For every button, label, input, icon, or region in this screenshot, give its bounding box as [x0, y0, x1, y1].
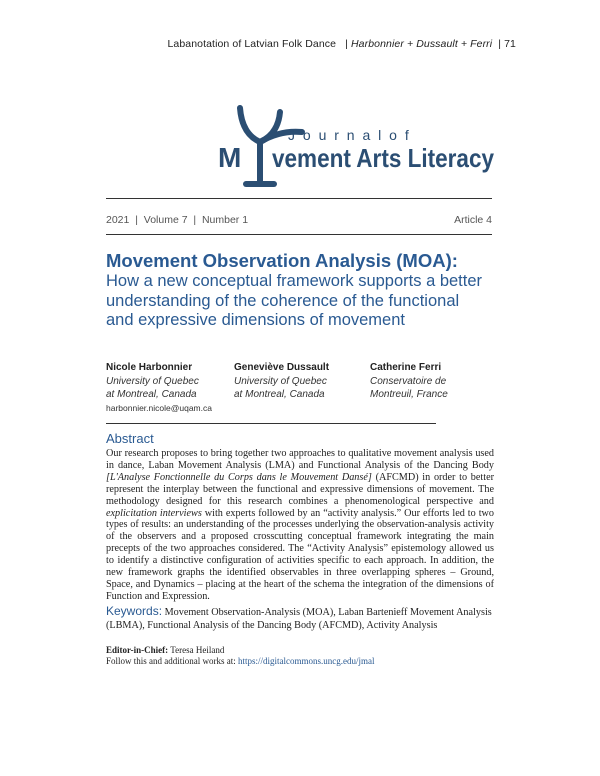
- abstract-text: (AFCMD) in order to better represent the interplay between the functional and expressive dimensions of movement. The methodology designed for this research combines a phenomenological perspective and: [106, 471, 494, 507]
- author-name: Catherine Ferri: [370, 362, 442, 373]
- author-2: [234, 361, 329, 402]
- follow-link[interactable]: https://digitalcommons.uncg.edu/jmal: [238, 656, 375, 666]
- article-subtitle: How a new conceptual framework supports a better understanding of the coherence of the functional and expressive dimensions of movement: [106, 272, 483, 329]
- abstract-heading: Abstract: [106, 431, 154, 446]
- author-affiliation: at Montreal, Canada: [234, 389, 325, 400]
- author-affiliation: University of Quebec: [106, 375, 199, 387]
- divider-top: [106, 198, 492, 199]
- meta-volume: Volume 7: [143, 214, 188, 226]
- journal-logo: [218, 100, 508, 190]
- logo-m: M: [218, 142, 242, 173]
- running-sep-2: |: [498, 38, 502, 50]
- divider-meta: [106, 234, 492, 235]
- running-header: [167, 38, 516, 50]
- issue-meta: 2021 | Volume 7 | Number 1 Article 4: [106, 214, 492, 226]
- author-affiliation: Conservatoire de: [370, 375, 447, 387]
- keywords-text: Movement Observation-Analysis (MOA), Laban Bartenieff Movement Analysis (LBMA), Functional Analysis of the Dancing Body (AFCMD), Activity Analysis: [106, 607, 492, 631]
- footer: [106, 645, 375, 667]
- abstract-italic: explicitation interviews: [106, 507, 202, 519]
- meta-year: 2021: [106, 214, 130, 226]
- logo-journal-of: J o u r n a l o f: [288, 127, 411, 143]
- editor-name: Teresa Heiland: [168, 645, 225, 655]
- running-authors: Harbonnier + Dussault + Ferri: [350, 38, 493, 50]
- author-1: [106, 361, 212, 415]
- running-title: Labanotation of Latvian Folk Dance: [167, 38, 337, 50]
- follow-text: Follow this and additional works at:: [106, 656, 238, 666]
- abstract-italic: [L'Analyse Fonctionnelle du Corps dans le Mouvement Dansé]: [106, 471, 372, 483]
- author-affiliation: at Montreal, Canada: [106, 389, 197, 400]
- logo-name: vement Arts Literacy: [272, 143, 495, 173]
- article-title: Movement Observation Analysis (MOA):: [106, 250, 458, 271]
- abstract-text: with experts followed by an “activity analysis.” Our efforts led to two types of results: an understanding of the processes underlying the observation-analysis activity of the observers and a proposed crosscutting conceptual framework integrating the main precepts of the two approaches considered. The “Activity Analysis” epistemology allowed us to identify a distinctive configuration of activities specific to each approach. In addition, the new framework graphs the identified observables in three overlapping spheres – Ground, Space, and Dynamics – placing at the heart of the schema the integration of the dimensions of Function and Expression.: [106, 507, 494, 602]
- editor-label: Editor-in-Chief:: [106, 645, 169, 655]
- meta-article: Article 4: [454, 214, 492, 226]
- author-affiliation: University of Quebec: [234, 375, 327, 387]
- author-name: Geneviève Dussault: [234, 362, 330, 373]
- author-email[interactable]: harbonnier.nicole@uqam.ca: [106, 402, 212, 413]
- abstract-text: Our research proposes to bring together two approaches to qualitative movement analysis used in dance, Laban Movement Analysis (LMA) and Functional Analysis of the Dancing Body: [106, 448, 494, 471]
- author-3: [370, 361, 448, 402]
- abstract-body: [106, 448, 494, 603]
- author-affiliation: Montreuil, France: [370, 389, 448, 400]
- author-name: Nicole Harbonnier: [106, 362, 193, 373]
- page-number: 71: [504, 38, 516, 50]
- keywords-label: Keywords:: [106, 604, 163, 618]
- keywords: [106, 605, 498, 632]
- running-sep-1: |: [345, 38, 348, 50]
- divider-authors: [106, 423, 436, 424]
- meta-number: Number 1: [201, 214, 249, 226]
